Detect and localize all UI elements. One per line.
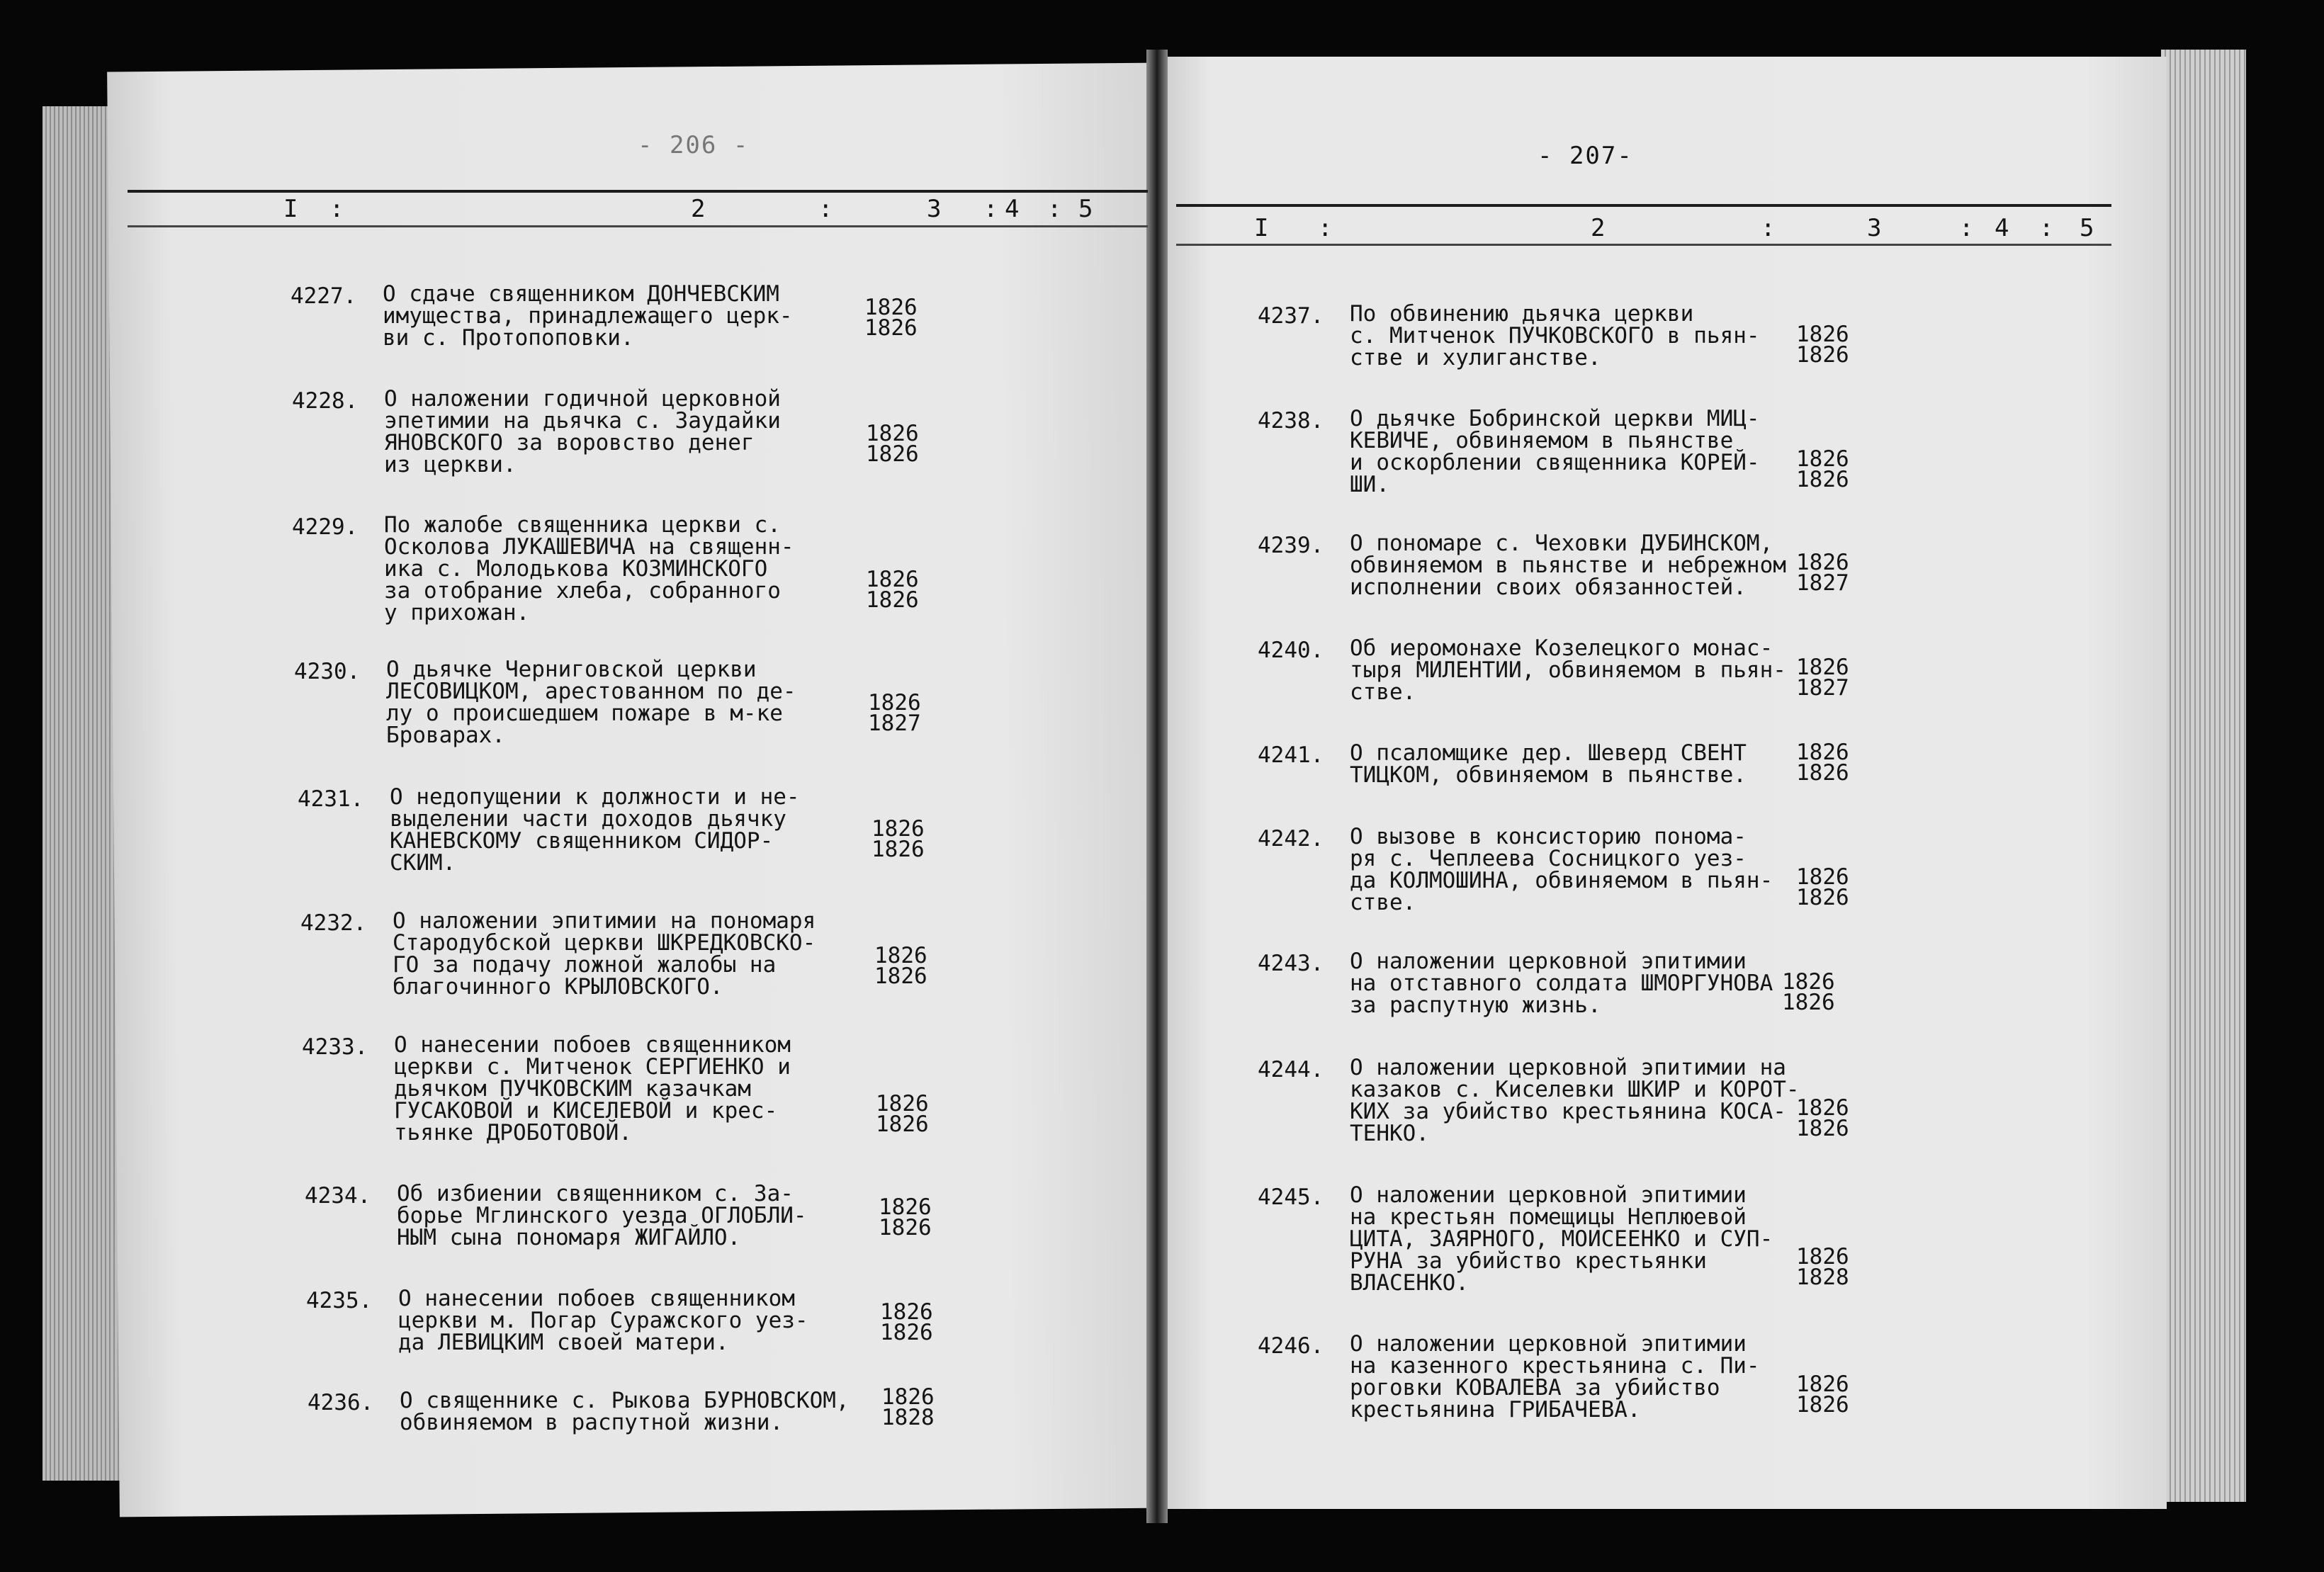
left-col-1: I <box>283 195 298 223</box>
right-page-number: - 207- <box>1538 142 1633 170</box>
entry-dates: 1826 1826 <box>1796 740 1849 786</box>
right-col-5: 5 <box>2080 214 2094 242</box>
entry-dates: 1826 1826 <box>1796 446 1849 492</box>
entry-number: 4236. <box>308 1390 374 1415</box>
entry-dates: 1826 1826 <box>1796 322 1849 368</box>
entry-number: 4233. <box>302 1034 368 1060</box>
left-col-sep: : <box>1047 195 1062 223</box>
entry-dates: 1826 1827 <box>1796 655 1849 701</box>
left-header-rule-bottom <box>128 225 1148 227</box>
entry-text: По жалобе священника церкви с. Осколова ЛУКАШЕВИЧА на священн- ика с. Молодькова КОЗМИНСКОГО за отобрание хлеба, собранного у прихожан. <box>384 512 794 626</box>
entry-text: О псаломщике дер. Шеверд СВЕНТ ТИЦКОМ, обвиняемом в пьянстве. <box>1350 740 1747 788</box>
entry-dates: 1826 1826 <box>1796 1095 1849 1141</box>
entry-text: О дьячке Черниговской церкви ЛЕСОВИЦКОМ, арестованном по де- лу о происшедшем пожаре в м-ке Броварах. <box>386 657 796 748</box>
entry-number: 4240. <box>1258 638 1324 663</box>
entry-text: О наложении церковной эпитимии на крестьян помещицы Неплюевой ЦИТА, ЗАЯРНОГО, МОИСЕЕНКО и СУП- РУНА за убийство крестьянки ВЛАСЕНКО. <box>1350 1182 1773 1296</box>
left-col-sep: : <box>818 195 833 223</box>
entry-dates: 1826 1826 <box>866 567 919 613</box>
entry-number: 4230. <box>294 659 361 684</box>
entry-number: 4232. <box>300 910 367 936</box>
entry-text: О недопущении к должности и не- выделении части доходов дьячку КАНЕВСКОМУ священником СИДОР- СКИМ. <box>390 784 800 876</box>
entry-number: 4231. <box>298 786 364 812</box>
right-col-sep: : <box>1318 214 1333 242</box>
entry-dates: 1826 1826 <box>872 816 925 862</box>
entry-dates: 1826 1828 <box>1796 1244 1849 1290</box>
entry-number: 4245. <box>1258 1184 1324 1210</box>
right-col-3: 3 <box>1867 214 1882 242</box>
entry-dates: 1826 1826 <box>874 943 927 989</box>
entry-dates: 1826 1827 <box>868 690 921 736</box>
entry-dates: 1826 1826 <box>1782 969 1835 1015</box>
entry-dates: 1826 1827 <box>1796 550 1849 596</box>
entry-number: 4244. <box>1258 1057 1324 1082</box>
entry-dates: 1826 1826 <box>876 1091 929 1137</box>
entry-number: 4237. <box>1258 303 1324 329</box>
entry-text: О дьячке Бобринской церкви МИЦ- КЕВИЧЕ, обвиняемом в пьянстве и оскорблении священника КОРЕЙ- ШИ. <box>1350 406 1760 497</box>
left-col-2: 2 <box>691 195 706 223</box>
entry-dates: 1826 1826 <box>1796 864 1849 910</box>
entry-text: О пономаре с. Чеховки ДУБИНСКОМ, обвиняемом в пьянстве и небрежном исполнении своих обязанностей. <box>1350 531 1786 600</box>
right-col-sep: : <box>1761 214 1776 242</box>
entry-number: 4229. <box>292 514 359 540</box>
entry-dates: 1826 1826 <box>864 295 918 341</box>
entry-dates: 1826 1828 <box>881 1384 935 1430</box>
entry-text: Об избиении священником с. За- борье Мглинского уезда ОГЛОБЛИ- НЫМ сына пономаря ЖИГАЙЛО. <box>397 1181 807 1250</box>
right-header-rule-top <box>1176 204 2111 207</box>
entry-number: 4234. <box>305 1183 371 1209</box>
left-col-5: 5 <box>1078 195 1093 223</box>
left-page-number: - 206 - <box>638 131 750 159</box>
entry-number: 4242. <box>1258 826 1324 852</box>
entry-number: 4235. <box>306 1288 373 1313</box>
entry-dates: 1826 1826 <box>880 1299 933 1345</box>
right-col-1: I <box>1254 214 1269 242</box>
right-col-2: 2 <box>1591 214 1606 242</box>
entry-number: 4241. <box>1258 742 1324 768</box>
left-col-sep: : <box>983 195 998 223</box>
entry-text: Об иеромонахе Козелецкого монас- тыря МИЛЕНТИИ, обвиняемом в пьян- стве. <box>1350 635 1786 705</box>
entry-text: О вызове в консисторию понома- ря с. Чеплеева Сосницкого уез- да КОЛМОШИНА, обвиняемом в пьян- стве. <box>1350 824 1773 915</box>
entry-text: О наложении годичной церковной эпетимии на дьячка с. Заудайки ЯНОВСКОГО за воровство денег из церкви. <box>384 386 781 477</box>
entry-text: О сдаче священником ДОНЧЕВСКИМ имущества, принадлежащего церк- ви с. Протопоповки. <box>383 281 793 351</box>
entry-number: 4238. <box>1258 408 1324 434</box>
left-col-4: 4 <box>1005 195 1020 223</box>
left-header-rule-top <box>128 190 1148 193</box>
entry-text: По обвинению дьячка церкви с. Митченок ПУЧКОВСКОГО в пьян- стве и хулиганстве. <box>1350 301 1760 371</box>
left-col-3: 3 <box>927 195 942 223</box>
right-col-sep: : <box>1959 214 1974 242</box>
entry-text: О нанесении побоев священником церкви с. Митченок СЕРГИЕНКО и дьячком ПУЧКОВСКИМ казачкам ГУСАКОВОЙ и КИСЕЛЕВОЙ и крес- тьянке ДРОБОТОВОЙ. <box>394 1032 791 1146</box>
entry-dates: 1826 1826 <box>1796 1372 1849 1418</box>
entry-number: 4227. <box>290 283 357 309</box>
entry-text: О наложении церковной эпитимии на казаков с. Киселевки ШКИР и КОРОТ- КИХ за убийство крестьянина КОСА- ТЕНКО. <box>1350 1055 1800 1146</box>
book-gutter <box>1146 50 1168 1523</box>
right-col-4: 4 <box>1995 214 2009 242</box>
entry-dates: 1826 1826 <box>879 1194 932 1240</box>
entry-text: О наложении эпитимии на пономаря Стародубской церкви ШКРЕДКОВСКО- ГО за подачу ложной жалобы на благочинного КРЫЛОВСКОГО. <box>393 908 816 1000</box>
entry-number: 4243. <box>1258 951 1324 976</box>
right-col-sep: : <box>2039 214 2054 242</box>
entry-text: О нанесении побоев священником церкви м. Погар Суражского уез- да ЛЕВИЦКИМ своей матери. <box>398 1286 808 1355</box>
left-col-sep: : <box>329 195 344 223</box>
entry-text: О священнике с. Рыкова БУРНОВСКОМ, обвиняемом в распутной жизни. <box>400 1388 850 1435</box>
book-right-edge <box>2161 50 2246 1502</box>
entry-dates: 1826 1826 <box>866 421 919 467</box>
entry-number: 4239. <box>1258 533 1324 558</box>
entry-text: О наложении церковной эпитимии на отставного солдата ШМОРГУНОВА за распутную жизнь. <box>1350 949 1773 1018</box>
right-header-rule-bottom <box>1176 244 2111 246</box>
entry-number: 4246. <box>1258 1333 1324 1359</box>
entry-number: 4228. <box>292 388 359 414</box>
entry-text: О наложении церковной эпитимии на казенного крестьянина с. Пи- роговки КОВАЛЕВА за убийство крестьянина ГРИБАЧЕВА. <box>1350 1331 1760 1423</box>
